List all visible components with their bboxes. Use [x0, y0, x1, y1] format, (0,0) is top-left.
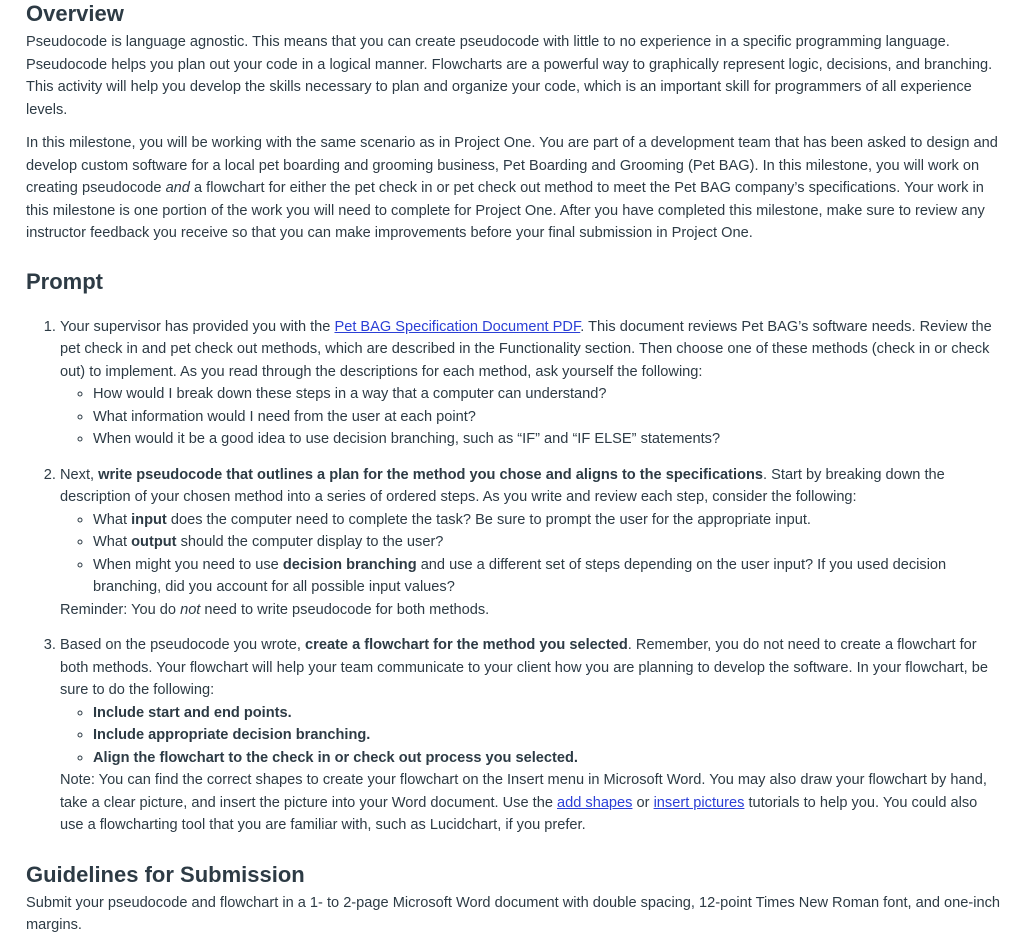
emphasis-not: not: [180, 601, 201, 618]
add-shapes-link[interactable]: add shapes: [557, 794, 633, 811]
text-span: When might you need to use: [93, 556, 283, 573]
text-span: need to write pseudocode for both methods.: [200, 601, 490, 618]
text-span: Based on the pseudocode you wrote,: [60, 637, 306, 653]
text-span: Your supervisor has provided you with the: [60, 318, 335, 335]
guidelines-heading: Guidelines for Submission: [26, 861, 305, 887]
text-span: Reminder: You do: [60, 601, 181, 618]
prompt-heading: Prompt: [26, 268, 103, 294]
text-span: and use a different set of steps depending on the user input? If you used decision branching, did you account for all possible input values?: [93, 556, 947, 595]
text-span: . Start by breaking down the description of your chosen method into a series of ordered steps. As you write and review each step, consider the following:: [60, 466, 945, 505]
guidelines-paragraph: Submit your pseudocode and flowchart in a 1- to 2-page Microsoft Word document with double spacing, 12-point Times New Roman font, and one-inch margins.: [26, 894, 1000, 933]
list-item: ◦ What information would I need from the user at each point?: [93, 406, 1000, 429]
overview-heading: Overview: [26, 1, 124, 26]
bold-text: Align the flowchart to the check in or check out process you selected.: [93, 749, 578, 766]
bold-text: Include start and end points.: [93, 704, 292, 721]
bold-text: create a flowchart for the method you selected: [305, 637, 628, 653]
text-span: a flowchart for either the pet check in or pet check out method to meet the Pet BAG company’s specifications. Your work in this milestone is one portion of the work you will need to complete for Project One. After you have completed this milestone, make sure to review any instructor feedback you receive so that you can make improvements before your final submission in Project One.: [26, 180, 985, 241]
prompt-step-2: [60, 464, 1000, 622]
list-item: [93, 724, 1000, 747]
bold-text: output: [131, 534, 177, 550]
list-item: [93, 554, 1000, 599]
text-span: tutorials to help you. You could also use a flowcharting tool that you are familiar with, such as Lucidchart, if you prefer.: [60, 794, 978, 833]
text-span: What: [93, 511, 132, 528]
step-3-bullets: [60, 702, 1000, 770]
list-item: ◦ When would it be a good idea to use decision branching, such as “IF” and “IF ELSE” statements?: [93, 428, 1000, 451]
text-span: does the computer need to complete the task? Be sure to prompt the user for the appropriate input.: [166, 511, 811, 528]
bold-text: Include appropriate decision branching.: [93, 727, 371, 743]
step-1-bullets: [60, 383, 1000, 451]
insert-pictures-link[interactable]: insert pictures: [653, 794, 745, 811]
overview-paragraph-1: Pseudocode is language agnostic. This means that you can create pseudocode with little to no experience in a specific programming language. Pseudocode helps you plan out your code in a logical manner. Flowcharts are a powerful way to graphically represent logic, decisions, and branching. This activity will help you develop the skills necessary to plan and organize your code, which is an important skill for programmers of all experience levels.: [26, 34, 993, 118]
prompt-step-1: [60, 316, 1000, 451]
bold-text: decision branching: [282, 556, 417, 573]
list-item: [93, 747, 1000, 770]
text-span: . Remember, you do not need to create a flowchart for both methods. Your flowchart will help your team communicate to your client how you are planning to develop the software. In your flowchart, be sure to do the following:: [60, 637, 989, 698]
text-span: Next,: [60, 466, 99, 483]
text-span: . This document reviews Pet BAG’s software needs. Review the pet check in and pet check out methods, which are described in the Functionality section. Then choose one of these methods (check in or check out) to implement. As you read through the descriptions for each method, ask yourself the following:: [60, 318, 992, 380]
list-item: [93, 702, 1000, 725]
text-span: or: [632, 794, 654, 811]
prompt-step-3: [60, 634, 1000, 837]
overview-paragraph-2: [26, 132, 1000, 245]
list-item: [93, 509, 1000, 532]
list-item: ◦ How would I break down these steps in a way that a computer can understand?: [93, 383, 1000, 406]
text-span: In this milestone, you will be working with the same scenario as in Project One. You are part of a development team that has been asked to design and develop custom software for a local pet boarding and grooming business, Pet Boarding and Grooming (Pet BAG). In this milestone, you will work on creating pseudocode: [26, 135, 998, 196]
text-span: Note: You can find the correct shapes to create your flowchart on the Insert menu in Microsoft Word. You may also draw your flowchart by hand, take a clear picture, and insert the picture into your Word document. Use the: [60, 772, 987, 811]
step-2-reminder: [60, 599, 1000, 622]
bold-text: write pseudocode that outlines a plan for the method you chose and aligns to the specifications: [98, 466, 764, 483]
bold-text: input: [131, 511, 167, 528]
text-span: should the computer display to the user?: [176, 534, 444, 550]
prompt-steps-list: [26, 316, 1000, 837]
list-item: [93, 531, 1000, 554]
step-3-note: [60, 769, 1000, 837]
step-2-bullets: [60, 509, 1000, 599]
text-span: What: [93, 534, 132, 550]
pet-bag-spec-link[interactable]: Pet BAG Specification Document PDF: [334, 318, 581, 335]
emphasis-and: and: [165, 180, 190, 196]
